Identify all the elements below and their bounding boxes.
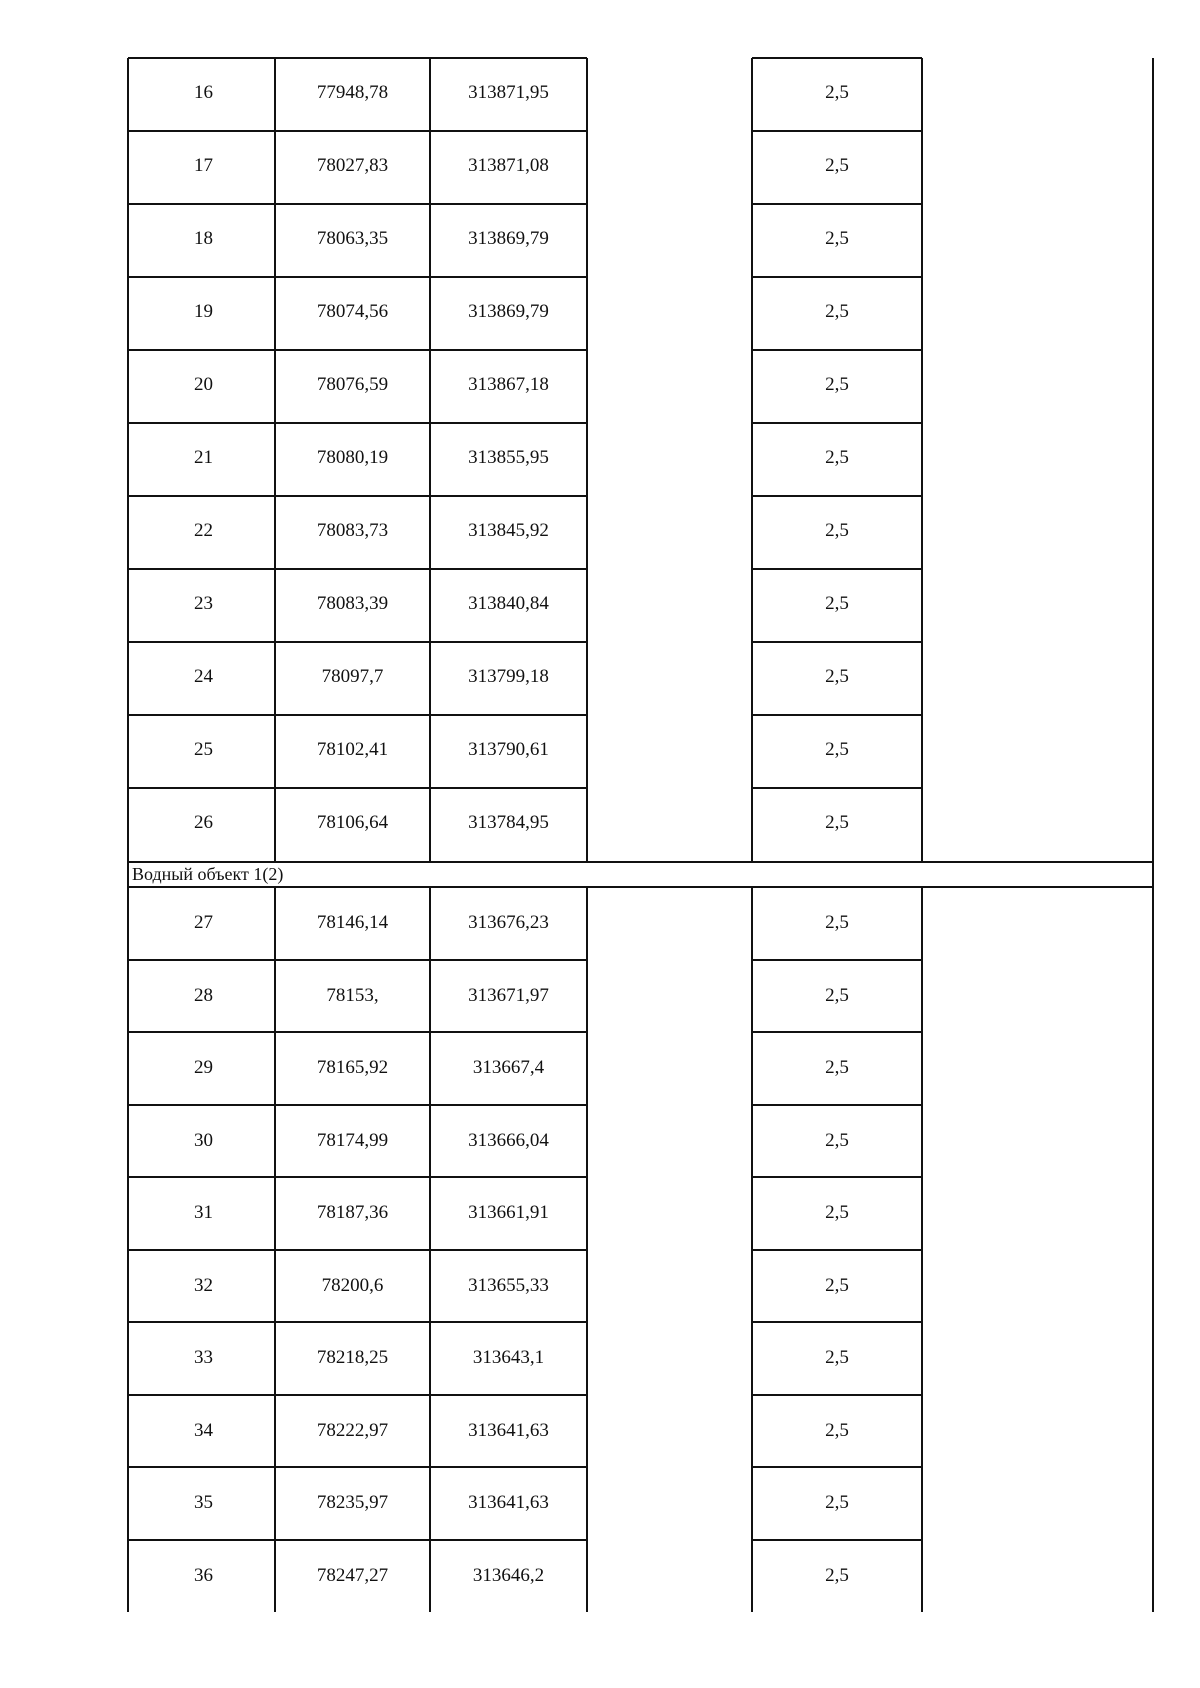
row-line [752, 57, 922, 59]
row-line [752, 568, 922, 570]
point-number: 30 [194, 1129, 213, 1151]
accuracy-value: 2,5 [825, 81, 849, 103]
coordinate-x: 78174,99 [316, 1129, 389, 1151]
coordinate-y: 313661,91 [468, 1202, 549, 1224]
accuracy-value: 2,5 [825, 592, 849, 614]
coordinate-x: 78153, [326, 984, 379, 1006]
row-line [752, 714, 922, 716]
point-number: 17 [194, 154, 213, 176]
point-number: 36 [194, 1564, 213, 1586]
coordinate-x: 78027,83 [316, 154, 389, 176]
coordinate-x: 78102,41 [316, 738, 389, 760]
coordinate-y: 313840,84 [468, 592, 549, 614]
accuracy-value: 2,5 [825, 811, 849, 833]
coordinate-y: 313871,95 [468, 81, 549, 103]
point-number: 22 [194, 519, 213, 541]
row-line [128, 714, 587, 716]
row-line [128, 1104, 587, 1106]
point-number: 32 [194, 1274, 213, 1296]
coordinate-x: 77948,78 [316, 81, 389, 103]
accuracy-value: 2,5 [825, 1202, 849, 1224]
column-divider [921, 58, 923, 862]
row-line [128, 886, 587, 888]
point-number: 19 [194, 300, 213, 322]
point-number: 34 [194, 1419, 213, 1441]
row-line [752, 1104, 922, 1106]
row-line [752, 1539, 922, 1541]
row-line [128, 495, 587, 497]
accuracy-value: 2,5 [825, 300, 849, 322]
row-line [752, 886, 922, 888]
coordinate-x: 78097,7 [321, 665, 384, 687]
row-line [128, 1539, 587, 1541]
coordinate-y: 313641,63 [468, 1419, 549, 1441]
coordinate-y: 313643,1 [472, 1347, 545, 1369]
coordinate-y: 313655,33 [468, 1274, 549, 1296]
coordinate-y: 313869,79 [468, 300, 549, 322]
row-line [752, 349, 922, 351]
coordinate-y: 313799,18 [468, 665, 549, 687]
point-number: 24 [194, 665, 213, 687]
coordinate-y: 313676,23 [468, 912, 549, 934]
coordinate-x: 78083,39 [316, 592, 389, 614]
column-divider [429, 58, 431, 862]
coordinate-y: 313867,18 [468, 373, 549, 395]
coordinate-x: 78074,56 [316, 300, 389, 322]
coordinate-y: 313869,79 [468, 227, 549, 249]
row-line [752, 641, 922, 643]
row-line [752, 1176, 922, 1178]
accuracy-value: 2,5 [825, 912, 849, 934]
row-line [752, 1466, 922, 1468]
point-number: 35 [194, 1492, 213, 1514]
coordinate-y: 313784,95 [468, 811, 549, 833]
point-number: 31 [194, 1202, 213, 1224]
row-line [128, 1394, 587, 1396]
table-border-right [1152, 58, 1154, 1612]
accuracy-value: 2,5 [825, 227, 849, 249]
row-line [128, 1466, 587, 1468]
coordinate-x: 78083,73 [316, 519, 389, 541]
row-line [128, 57, 587, 59]
accuracy-value: 2,5 [825, 446, 849, 468]
table-border-left [127, 58, 129, 862]
coordinate-y: 313871,08 [468, 154, 549, 176]
coordinate-x: 78146,14 [316, 912, 389, 934]
point-number: 18 [194, 227, 213, 249]
row-line [752, 1394, 922, 1396]
row-line [128, 349, 587, 351]
row-line [752, 959, 922, 961]
row-line [128, 1031, 587, 1033]
coordinate-y: 313666,04 [468, 1129, 549, 1151]
accuracy-value: 2,5 [825, 665, 849, 687]
point-number: 16 [194, 81, 213, 103]
row-line [128, 422, 587, 424]
coordinate-x: 78218,25 [316, 1347, 389, 1369]
row-line [128, 787, 587, 789]
row-line [128, 568, 587, 570]
row-line [128, 203, 587, 205]
coordinate-x: 78076,59 [316, 373, 389, 395]
row-line [128, 1176, 587, 1178]
coordinate-y: 313667,4 [472, 1057, 545, 1079]
coordinate-x: 78187,36 [316, 1202, 389, 1224]
column-divider [274, 58, 276, 862]
row-line [128, 1321, 587, 1323]
accuracy-value: 2,5 [825, 1274, 849, 1296]
column-divider [751, 58, 753, 862]
accuracy-value: 2,5 [825, 1564, 849, 1586]
row-line [752, 1031, 922, 1033]
point-number: 26 [194, 811, 213, 833]
point-number: 23 [194, 592, 213, 614]
coordinate-x: 78165,92 [316, 1057, 389, 1079]
coordinate-y: 313855,95 [468, 446, 549, 468]
row-line [752, 787, 922, 789]
point-number: 20 [194, 373, 213, 395]
coordinate-x: 78200,6 [321, 1274, 384, 1296]
accuracy-value: 2,5 [825, 1057, 849, 1079]
accuracy-value: 2,5 [825, 1347, 849, 1369]
row-line [752, 130, 922, 132]
coordinate-y: 313641,63 [468, 1492, 549, 1514]
point-number: 21 [194, 446, 213, 468]
accuracy-value: 2,5 [825, 373, 849, 395]
point-number: 33 [194, 1347, 213, 1369]
accuracy-value: 2,5 [825, 1419, 849, 1441]
table-border-left [127, 862, 129, 887]
coordinate-x: 78080,19 [316, 446, 389, 468]
point-number: 29 [194, 1057, 213, 1079]
section-label: Водный объект 1(2) [132, 864, 284, 884]
point-number: 28 [194, 984, 213, 1006]
coordinate-x: 78063,35 [316, 227, 389, 249]
accuracy-value: 2,5 [825, 984, 849, 1006]
row-line [128, 1249, 587, 1251]
row-line [752, 1321, 922, 1323]
column-divider [586, 58, 588, 862]
accuracy-value: 2,5 [825, 1492, 849, 1514]
accuracy-value: 2,5 [825, 519, 849, 541]
row-line [752, 495, 922, 497]
point-number: 27 [194, 912, 213, 934]
row-line [752, 203, 922, 205]
row-line [128, 959, 587, 961]
row-line [752, 422, 922, 424]
row-line [752, 1249, 922, 1251]
coordinate-y: 313671,97 [468, 984, 549, 1006]
accuracy-value: 2,5 [825, 738, 849, 760]
row-line [128, 641, 587, 643]
row-line [128, 276, 587, 278]
coordinate-y: 313845,92 [468, 519, 549, 541]
accuracy-value: 2,5 [825, 1129, 849, 1151]
row-line [128, 130, 587, 132]
coordinate-x: 78235,97 [316, 1492, 389, 1514]
section-separator-top [128, 861, 1153, 863]
coordinate-x: 78106,64 [316, 811, 389, 833]
accuracy-value: 2,5 [825, 154, 849, 176]
coordinate-y: 313790,61 [468, 738, 549, 760]
point-number: 25 [194, 738, 213, 760]
coordinate-y: 313646,2 [472, 1564, 545, 1586]
coordinate-x: 78247,27 [316, 1564, 389, 1586]
coordinate-x: 78222,97 [316, 1419, 389, 1441]
row-line [752, 276, 922, 278]
